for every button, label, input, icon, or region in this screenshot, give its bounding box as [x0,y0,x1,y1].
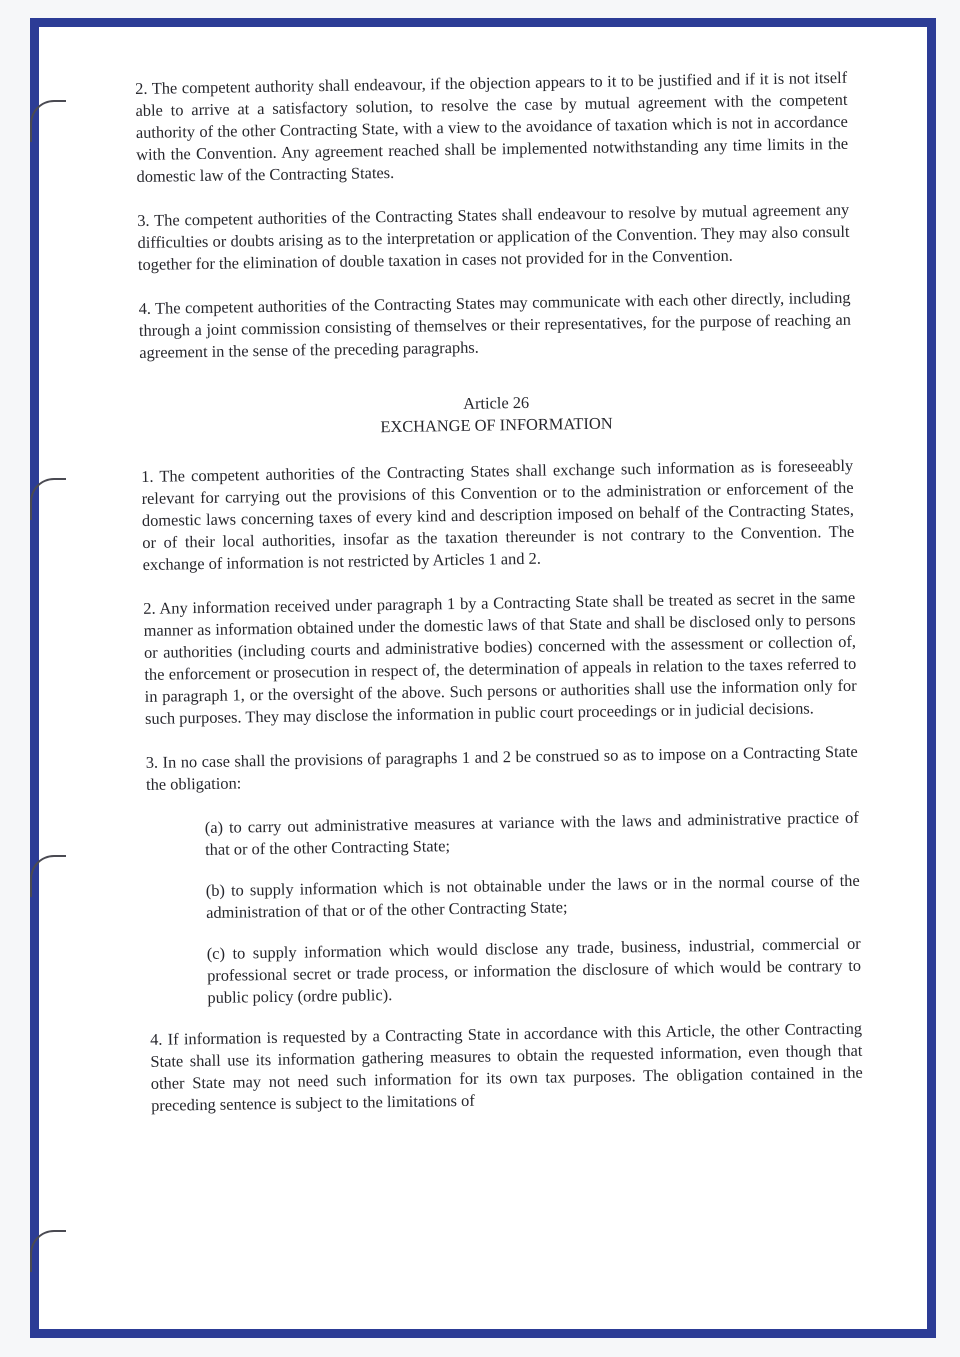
article-number: Article 26 [463,392,530,413]
paragraph-4-mutual-agreement: 4. The competent authorities of the Contracting States may communicate with each other directly, including through a joint commission consisting of themselves or their representatives, for the purpose of reaching an agreement in the sense of the preceding paragraphs. [138,287,852,362]
article-26-paragraph-2: 2. Any information received under paragraph 1 by a Contracting State shall be treated as secret in the same manner as information obtained under the domestic laws of that State and shall be disclosed only to persons or authorities (including courts and administrative bodies) concerned with the assessment or collection of, the enforcement or prosecution in respect of, the determination of appeals in relation to the taxes referred to in paragraph 1, or the oversight of the above. Such persons or authorities shall use the information only for such purposes. They may disclose the information in public court proceedings or in judicial decisions. [143,587,857,728]
document-body [135,67,864,1139]
paragraph-3-mutual-agreement: 3. The competent authorities of the Contracting States shall endeavour to resolve by mutual agreement any difficulties or doubts arising as to the interpretation or application of the Convention. They may also consult together for the elimination of double taxation in cases not provided for in the Convention. [137,199,850,274]
article-26-paragraph-4: 4. If information is requested by a Contracting State in accordance with this Article, the other Contracting State shall use its information gathering measures to obtain the requested information, even though that other State may not need such information for its own tax purposes. The obligation contained in the preceding sentence is subject to the limitations of [149,1018,863,1115]
paragraph-2-mutual-agreement: 2. The competent authority shall endeavour, if the objection appears to it to be justified and if it is not itself able to arrive at a satisfactory solution, to resolve the case by mutual agreement with the competent authority of the other Contracting State, with a view to the avoidance of taxation which is not in accordance with the Convention. Any agreement reached shall be implemented notwithstanding any time limits in the domestic law of the Contracting States. [135,67,849,186]
sub-item-c: (c) to supply information which would disclose any trade, business, industrial, commercial or professional secret or trade process, or information the disclosure of which would be contrary to public policy (ordre public). [206,933,862,1007]
sub-item-b: (b) to supply information which is not obtainable under the laws or in the normal course of the administration of that or of the other Contracting State; [205,870,860,922]
article-26-paragraph-1: 1. The competent authorities of the Contracting States shall exchange such information as is foreseeably relevant for carrying out the provisions of this Convention or to the administration or enforcement of the domestic laws concerning taxes of every kind and description imposed on behalf of the Contracting States, or of their local authorities, insofar as the taxation thereunder is not contrary to the Convention. The exchange of information is not restricted by Articles 1 and 2. [141,455,855,574]
article-26-paragraph-3: 3. In no case shall the provisions of paragraphs 1 and 2 be construed so as to impose on a Contracting State the obligation: [145,741,858,794]
article-title: EXCHANGE OF INFORMATION [380,413,613,437]
sub-item-a: (a) to carry out administrative measures at variance with the laws and administrative practice of that or of the other Contracting State; [204,807,859,859]
article-heading [140,387,853,442]
